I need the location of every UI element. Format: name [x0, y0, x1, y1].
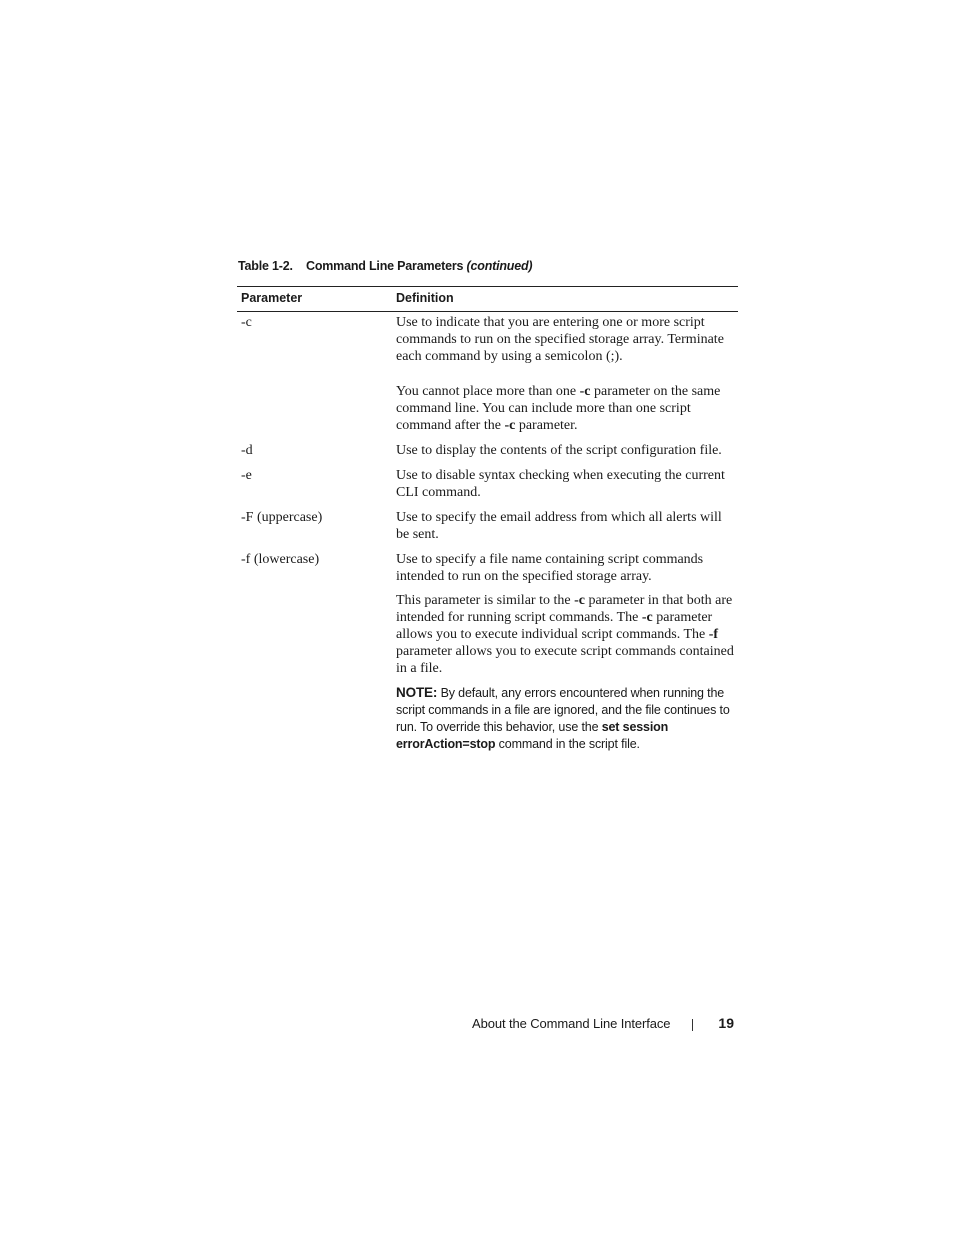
definition-cell	[392, 507, 738, 549]
text-run: By default, any errors encountered when running the script commands in a file are ignored, and the file continues to run. To override this behavior, use the	[396, 686, 730, 734]
command-line-parameters-table	[237, 286, 738, 759]
definition-cell	[392, 312, 738, 441]
parameter-column-header: Parameter	[237, 287, 392, 312]
definition-paragraph: Use to specify the email address from which all alerts will be sent.	[396, 510, 722, 542]
table-row	[237, 312, 738, 441]
definition-paragraph	[396, 592, 738, 677]
text-run: parameter allows you to execute individual script commands. The	[396, 610, 713, 642]
definition-column-header: Definition	[392, 287, 738, 312]
page-number: 19	[718, 1015, 734, 1031]
text-run: parameter.	[515, 418, 578, 433]
definition-cell	[392, 465, 738, 507]
table-header-row	[237, 287, 738, 312]
footer-separator	[692, 1019, 693, 1031]
definition-cell	[392, 440, 738, 465]
footer-section-title: About the Command Line Interface	[472, 1016, 671, 1031]
text-run: This parameter is similar to the	[396, 593, 575, 608]
definition-paragraph: Use to specify a file name containing script commands intended to run on the specified storage array.	[396, 552, 704, 584]
note-label: NOTE:	[396, 685, 438, 700]
table-row	[237, 440, 738, 465]
definition-paragraph: Use to disable syntax checking when executing the current CLI command.	[396, 468, 725, 500]
parameter-cell: -d	[241, 443, 253, 458]
note-paragraph	[396, 684, 738, 753]
text-run: parameter on the same command line. You can include more than one script command after the	[396, 384, 721, 433]
table-row	[237, 507, 738, 549]
parameter-name: -c	[574, 593, 585, 608]
table-row	[237, 549, 738, 759]
table-title: Command Line Parameters	[306, 259, 464, 273]
parameter-cell: -f (lowercase)	[241, 552, 320, 567]
table-continued-label: (continued)	[466, 259, 533, 273]
parameter-name: -c	[641, 610, 653, 625]
parameter-cell: -c	[241, 315, 252, 330]
parameter-cell: -e	[241, 468, 252, 483]
definition-paragraph	[396, 383, 738, 434]
page-footer	[472, 1016, 738, 1034]
table-row	[237, 465, 738, 507]
text-run: parameter in that both are intended for running script commands. The	[396, 593, 733, 625]
definition-paragraph: Use to display the contents of the script configuration file.	[396, 443, 722, 458]
parameter-name: -c	[504, 418, 516, 433]
text-run: parameter allows you to execute script commands contained in a file.	[396, 644, 734, 676]
parameter-name: -f	[708, 627, 719, 642]
parameter-cell: -F (uppercase)	[241, 510, 323, 525]
command-text: set session errorAction=stop	[396, 720, 669, 751]
table-caption	[238, 259, 532, 273]
definition-cell	[392, 549, 738, 759]
table-number: Table 1-2.	[238, 259, 293, 273]
definition-paragraph: Use to indicate that you are entering one or more script commands to run on the specified storage array. Terminate each command by using a semicolon (;).	[396, 315, 724, 364]
parameter-name: -c	[579, 384, 591, 399]
text-run: You cannot place more than one	[396, 384, 580, 399]
text-run: command in the script file.	[495, 737, 640, 751]
